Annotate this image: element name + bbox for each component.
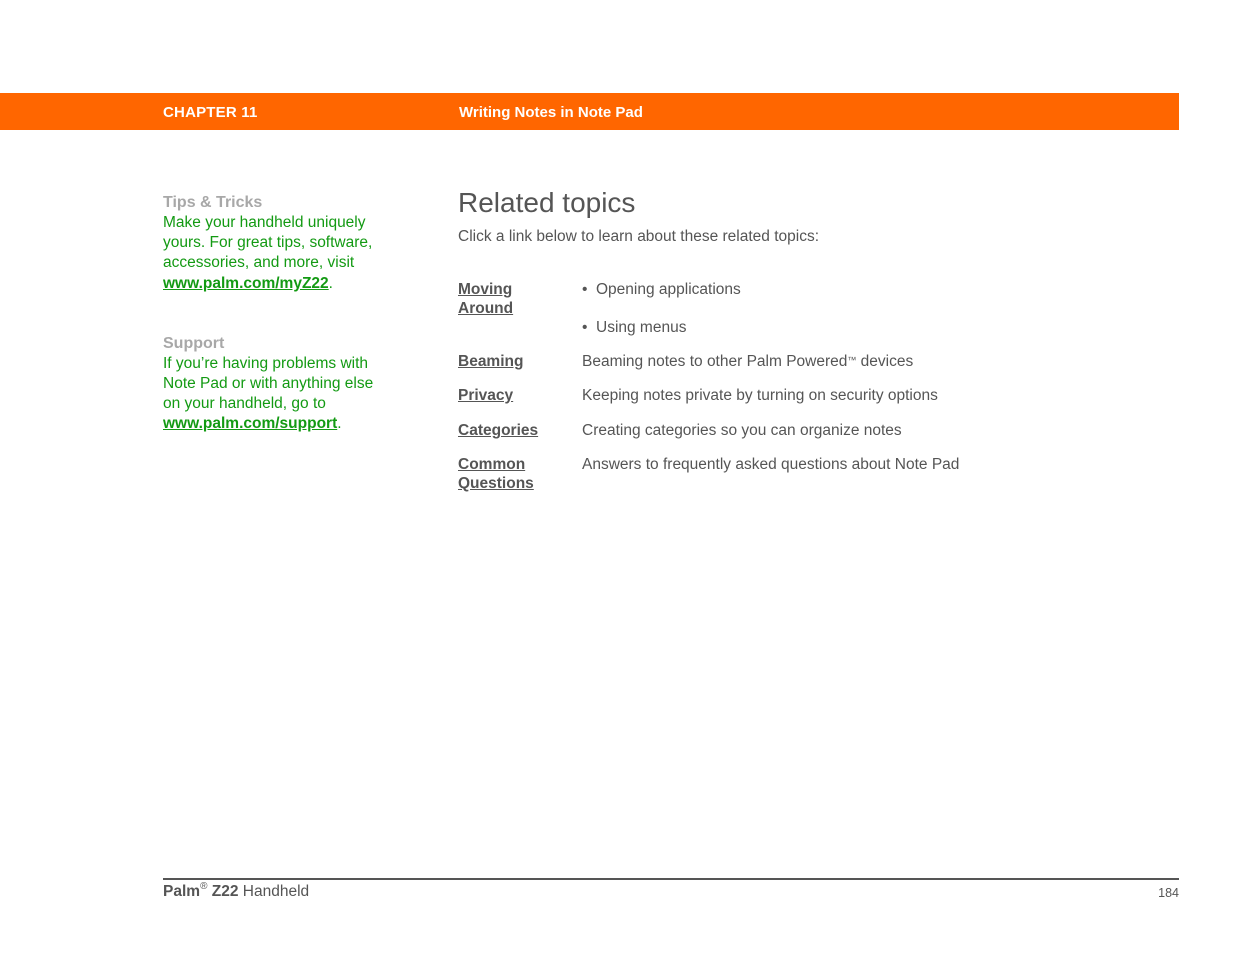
categories-link[interactable]: Categories — [458, 422, 539, 439]
common-questions-link[interactable] — [458, 455, 582, 495]
moving-around-bullets — [582, 280, 741, 352]
privacy-link[interactable]: Privacy — [458, 387, 514, 404]
beaming-description — [582, 352, 913, 386]
trademark-mark: ™ — [847, 355, 857, 365]
list-item — [582, 318, 741, 337]
bullet-text: Using menus — [596, 319, 687, 336]
footer-model: Z22 — [211, 883, 239, 900]
topic-row-privacy — [458, 386, 1178, 421]
list-item — [582, 280, 741, 299]
registered-mark: ® — [200, 881, 208, 892]
topic-row-beaming — [458, 352, 1178, 386]
moving-around-link-line2: Around — [458, 300, 514, 317]
moving-around-link-line1: Moving — [458, 281, 513, 298]
topic-row-categories — [458, 421, 1178, 455]
main-content — [458, 185, 1178, 492]
bullet-icon: • — [582, 281, 588, 298]
support-block — [163, 334, 383, 435]
beaming-desc-after: devices — [856, 353, 914, 370]
beaming-link[interactable]: Beaming — [458, 353, 524, 370]
related-topics-list — [458, 280, 1178, 495]
common-questions-link-line1: Common — [458, 456, 526, 473]
moving-around-link[interactable] — [458, 280, 582, 352]
intro-text: Click a link below to learn about these related topics: — [458, 228, 820, 245]
support-body: If you’re having problems with Note Pad or with anything else on your handheld, go to — [163, 354, 374, 413]
topic-row-common-questions — [458, 455, 1178, 495]
privacy-description: Keeping notes private by turning on security options — [582, 387, 938, 404]
tips-text — [163, 213, 383, 294]
common-questions-link-line2: Questions — [458, 475, 534, 492]
page-title: Related topics — [458, 187, 636, 218]
footer-divider — [163, 878, 1179, 880]
beaming-desc-text: Beaming notes to other Palm Powered — [582, 353, 848, 370]
support-text — [163, 354, 383, 435]
footer-product: Handheld — [242, 883, 310, 900]
tips-and-tricks-block — [163, 193, 383, 294]
categories-description: Creating categories so you can organize notes — [582, 422, 902, 439]
palm-support-link[interactable]: www.palm.com/support — [163, 415, 338, 433]
tips-period: . — [328, 274, 333, 292]
bullet-icon: • — [582, 319, 588, 336]
support-heading: Support — [163, 334, 225, 352]
tips-heading: Tips & Tricks — [163, 194, 263, 211]
topic-row-moving-around — [458, 280, 1178, 352]
chapter-number: CHAPTER 11 — [163, 104, 258, 121]
sidebar — [163, 193, 383, 435]
chapter-title: Writing Notes in Note Pad — [459, 104, 643, 121]
page-number: 184 — [1158, 886, 1179, 900]
footer-brand: Palm — [163, 883, 201, 900]
footer-product-name — [163, 883, 309, 901]
support-period: . — [337, 415, 342, 433]
palm-myz22-link[interactable]: www.palm.com/myZ22 — [163, 274, 329, 292]
common-questions-description: Answers to frequently asked questions about Note Pad — [582, 456, 960, 473]
bullet-text: Opening applications — [596, 281, 741, 298]
chapter-header-bar — [0, 93, 1179, 130]
tips-body: Make your handheld uniquely yours. For great tips, software, accessories, and more, visit — [163, 214, 373, 272]
